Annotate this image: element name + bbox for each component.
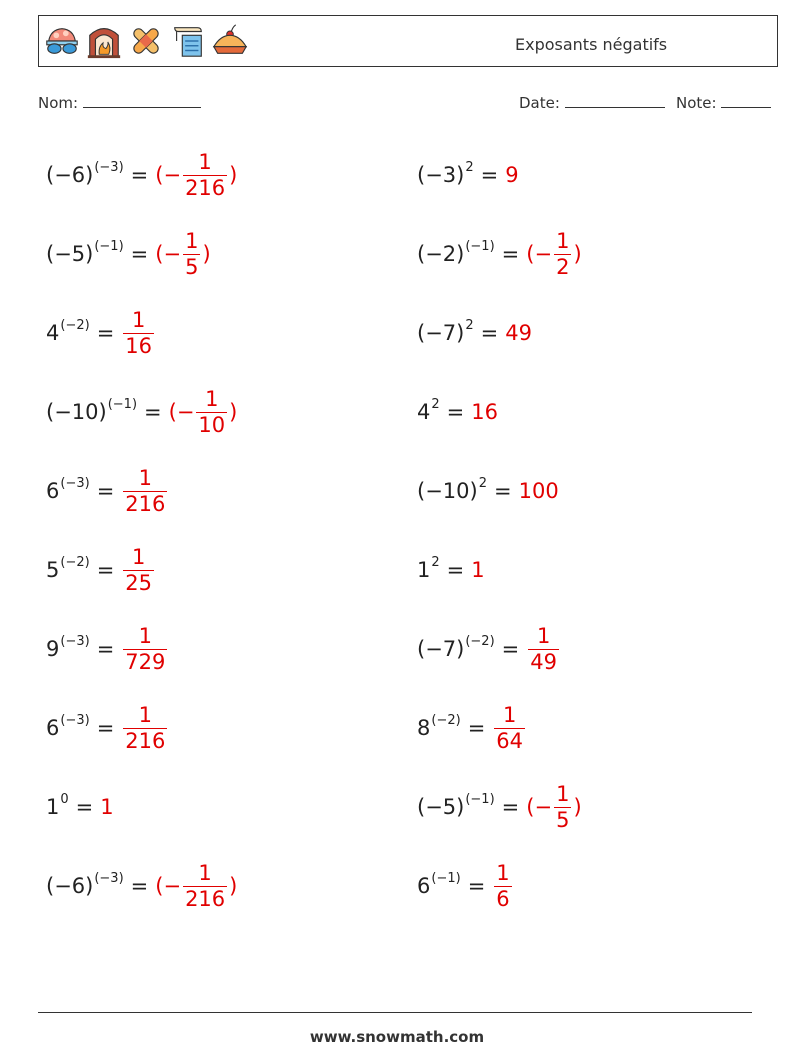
answer-fraction: [121, 544, 156, 595]
note-field[interactable]: [676, 93, 771, 112]
problem-base: (−6): [46, 873, 94, 898]
name-label: Nom:: [38, 94, 79, 112]
fraction-denominator: 6: [496, 886, 510, 911]
fraction-numerator: 1: [198, 149, 212, 174]
fraction: [123, 465, 167, 516]
problem-item: [417, 461, 559, 521]
answer-value: 16: [471, 399, 498, 424]
fraction-numerator: 1: [131, 544, 146, 569]
answer-value: 49: [505, 320, 532, 345]
problem-base: (−5): [46, 241, 94, 266]
problem-item: [417, 224, 582, 284]
fraction-denominator: 10: [198, 412, 226, 437]
equals-sign: =: [446, 399, 465, 424]
answer-close-paren: ): [229, 399, 238, 424]
equals-sign: =: [446, 557, 465, 582]
name-blank[interactable]: [83, 93, 201, 108]
answer-fraction: [492, 860, 513, 911]
footer-divider: [38, 1012, 752, 1013]
date-blank[interactable]: [565, 93, 665, 108]
problem-exponent: 0: [60, 792, 69, 808]
date-label: Date:: [519, 94, 560, 112]
fireplace-icon: [85, 22, 123, 60]
fraction: [123, 623, 167, 674]
answer-open-paren: (−: [526, 241, 553, 266]
problem-base: 6: [46, 478, 60, 503]
answer-fraction: [526, 228, 582, 279]
answer-fraction: [121, 307, 156, 358]
problem-exponent: (−1): [465, 792, 495, 808]
equals-sign: =: [480, 320, 499, 345]
fraction-denominator: 5: [556, 807, 570, 832]
answer-open-paren: (−: [155, 873, 182, 898]
sunglasses-cupcake-icon: [43, 22, 81, 60]
fraction-denominator: 729: [125, 649, 166, 674]
fraction-denominator: 216: [125, 491, 166, 516]
answer-fraction: [155, 149, 238, 200]
problem-item: [417, 303, 532, 363]
fraction-numerator: 1: [496, 860, 510, 885]
problem-item: [417, 382, 498, 442]
fraction-denominator: 2: [556, 254, 570, 279]
problem-item: [46, 698, 169, 758]
fraction: [494, 860, 511, 911]
problem-base: (−3): [417, 162, 465, 187]
problem-exponent: (−2): [431, 713, 461, 729]
fraction-denominator: 16: [125, 333, 153, 358]
fraction-denominator: 49: [530, 649, 557, 674]
equals-sign: =: [96, 320, 115, 345]
note-blank[interactable]: [721, 93, 771, 108]
problem-item: [417, 619, 561, 679]
problem-base: (−5): [417, 794, 465, 819]
problem-item: [46, 856, 237, 916]
problem-item: [46, 777, 114, 837]
problem-exponent: (−1): [94, 239, 124, 255]
scroll-document-icon: [169, 22, 207, 60]
answer-fraction: [526, 781, 582, 832]
problem-exponent: (−2): [465, 634, 495, 650]
answer-open-paren: (−: [155, 162, 182, 187]
problem-item: [46, 145, 237, 205]
equals-sign: =: [501, 794, 520, 819]
fraction-numerator: 1: [131, 307, 146, 332]
problem-exponent: 2: [478, 476, 487, 492]
answer-fraction: [155, 860, 238, 911]
fraction-denominator: 25: [125, 570, 153, 595]
problem-base: 9: [46, 636, 60, 661]
fraction-numerator: 1: [502, 702, 517, 727]
header-icons: [43, 22, 249, 60]
equals-sign: =: [130, 873, 149, 898]
problem-base: 4: [46, 320, 60, 345]
problem-exponent: (−3): [94, 871, 124, 887]
bandage-icon: [127, 22, 165, 60]
fraction-numerator: 1: [205, 386, 219, 411]
problem-base: 1: [417, 557, 431, 582]
problem-exponent: (−3): [94, 160, 124, 176]
answer-fraction: [155, 228, 211, 279]
equals-sign: =: [96, 478, 115, 503]
fraction-numerator: 1: [536, 623, 551, 648]
equals-sign: =: [467, 715, 486, 740]
equals-sign: =: [96, 636, 115, 661]
fraction: [554, 781, 571, 832]
equals-sign: =: [480, 162, 499, 187]
problem-item: [46, 382, 237, 442]
equals-sign: =: [75, 794, 94, 819]
problem-base: 5: [46, 557, 60, 582]
answer-value: 1: [471, 557, 485, 582]
fraction-numerator: 1: [556, 228, 570, 253]
problem-base: 6: [46, 715, 60, 740]
equals-sign: =: [130, 241, 149, 266]
equals-sign: =: [96, 557, 115, 582]
fraction: [554, 228, 571, 279]
fraction-denominator: 216: [185, 175, 226, 200]
problem-exponent: (−2): [60, 318, 90, 334]
answer-close-paren: ): [202, 241, 211, 266]
answer-open-paren: (−: [155, 241, 182, 266]
problem-item: [46, 540, 156, 600]
answer-fraction: [121, 623, 169, 674]
worksheet-title: Exposants négatifs: [515, 35, 668, 54]
problem-item: [417, 777, 582, 837]
cherry-pie-icon: [211, 22, 249, 60]
problem-exponent: (−1): [431, 871, 461, 887]
problem-item: [46, 303, 156, 363]
answer-fraction: [168, 386, 238, 437]
equals-sign: =: [144, 399, 162, 424]
problem-base: (−10): [417, 478, 478, 503]
problem-exponent: (−1): [465, 239, 495, 255]
fraction: [183, 228, 200, 279]
fraction: [123, 702, 167, 753]
problem-item: [46, 461, 169, 521]
answer-close-paren: ): [573, 794, 582, 819]
date-field[interactable]: [519, 93, 665, 112]
name-field[interactable]: [38, 93, 201, 112]
fraction: [494, 702, 525, 753]
fraction-numerator: 1: [198, 860, 212, 885]
problem-base: 4: [417, 399, 431, 424]
problem-exponent: 2: [431, 397, 440, 413]
problem-base: 6: [417, 873, 431, 898]
answer-fraction: [526, 623, 561, 674]
fraction: [528, 623, 559, 674]
fraction: [196, 386, 227, 437]
answer-close-paren: ): [573, 241, 582, 266]
answer-fraction: [121, 702, 169, 753]
answer-fraction: [492, 702, 527, 753]
answer-close-paren: ): [229, 162, 238, 187]
fraction-numerator: 1: [556, 781, 570, 806]
problem-exponent: 2: [465, 160, 474, 176]
equals-sign: =: [467, 873, 486, 898]
answer-close-paren: ): [229, 873, 238, 898]
problem-base: (−7): [417, 636, 465, 661]
note-label: Note:: [676, 94, 717, 112]
problem-base: (−6): [46, 162, 94, 187]
answer-fraction: [121, 465, 169, 516]
equals-sign: =: [96, 715, 115, 740]
problem-base: 1: [46, 794, 60, 819]
fraction: [123, 544, 154, 595]
problem-item: [417, 540, 485, 600]
problem-exponent: (−2): [60, 555, 90, 571]
fraction-denominator: 216: [185, 886, 226, 911]
problem-base: (−7): [417, 320, 465, 345]
problem-item: [417, 698, 527, 758]
equals-sign: =: [501, 241, 520, 266]
problem-base: 8: [417, 715, 431, 740]
worksheet-header: [38, 15, 778, 67]
fraction: [183, 149, 227, 200]
problem-exponent: (−3): [60, 476, 90, 492]
problem-exponent: 2: [465, 318, 474, 334]
problem-exponent: 2: [431, 555, 440, 571]
problem-base: (−10): [46, 399, 107, 424]
fraction: [183, 860, 227, 911]
answer-value: 1: [100, 794, 114, 819]
footer-url: www.snowmath.com: [309, 1028, 485, 1046]
equals-sign: =: [130, 162, 149, 187]
fraction-denominator: 5: [185, 254, 199, 279]
answer-open-paren: (−: [168, 399, 195, 424]
fraction-numerator: 1: [138, 702, 153, 727]
answer-open-paren: (−: [526, 794, 553, 819]
answer-value: 100: [518, 478, 559, 503]
problem-item: [46, 224, 211, 284]
problem-item: [417, 145, 519, 205]
problem-item: [46, 619, 169, 679]
equals-sign: =: [501, 636, 520, 661]
answer-value: 9: [505, 162, 519, 187]
fraction: [123, 307, 154, 358]
problem-exponent: (−1): [107, 397, 138, 413]
problem-exponent: (−3): [60, 713, 90, 729]
problem-item: [417, 856, 514, 916]
fraction-numerator: 1: [138, 623, 153, 648]
problem-base: (−2): [417, 241, 465, 266]
equals-sign: =: [493, 478, 512, 503]
fraction-numerator: 1: [185, 228, 199, 253]
problem-exponent: (−3): [60, 634, 90, 650]
fraction-denominator: 64: [496, 728, 524, 753]
fraction-denominator: 216: [125, 728, 166, 753]
fraction-numerator: 1: [138, 465, 153, 490]
